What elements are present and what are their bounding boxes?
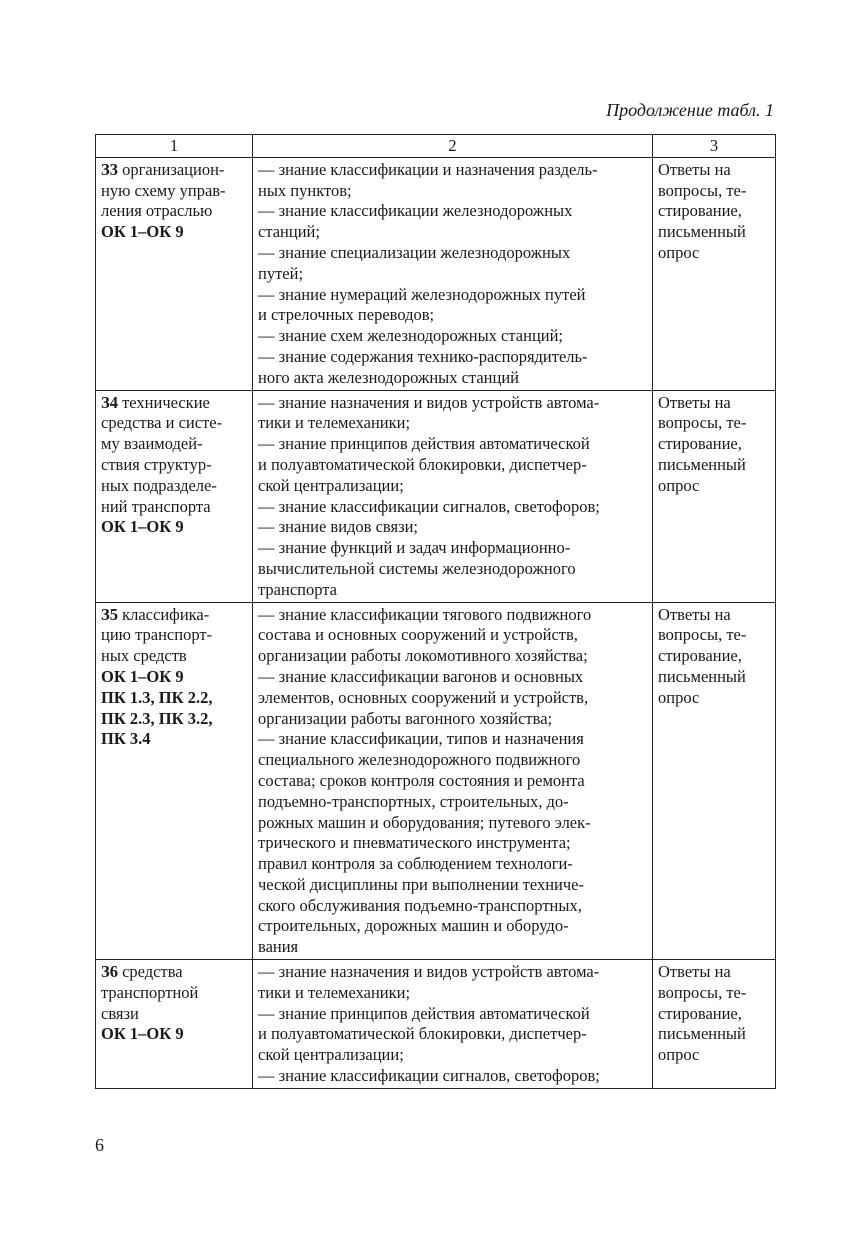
knowledge-line: тики и телемеханики; bbox=[258, 982, 411, 1002]
knowledge-line: специального железнодорожного подвижного bbox=[258, 750, 581, 770]
competency-line bbox=[101, 667, 247, 688]
competency-line bbox=[101, 688, 247, 709]
assessment-line: Ответы на bbox=[658, 392, 731, 412]
competency-code: ПК 2.3, ПК 3.2, bbox=[101, 708, 213, 728]
assessment-line: Ответы на bbox=[658, 962, 731, 982]
knowledge-line: и полуавтоматической блокировки, диспетчер- bbox=[258, 454, 587, 474]
knowledge-line: — знание принципов действия автоматической bbox=[258, 1003, 590, 1023]
header-col-1: 1 bbox=[96, 135, 253, 158]
competency-line bbox=[101, 413, 247, 434]
competency-cell bbox=[96, 157, 253, 390]
competency-line bbox=[101, 605, 247, 626]
competency-code: З3 bbox=[101, 159, 118, 179]
knowledge-line: ского обслуживания подъемно-транспортных, bbox=[258, 895, 582, 915]
competency-code: З6 bbox=[101, 962, 118, 982]
assessment-cell bbox=[653, 157, 776, 390]
competency-line bbox=[101, 517, 247, 538]
competency-line bbox=[101, 729, 247, 750]
knowledge-line: и полуавтоматической блокировки, диспетчер- bbox=[258, 1024, 587, 1044]
knowledge-line: — знание схем железнодорожных станций; bbox=[258, 326, 564, 346]
table-row bbox=[96, 602, 776, 960]
assessment-cell bbox=[653, 960, 776, 1089]
competency-line bbox=[101, 181, 247, 202]
knowledge-line: — знание классификации, типов и назначения bbox=[258, 729, 584, 749]
knowledge-line: — знание назначения и видов устройств автома- bbox=[258, 392, 600, 412]
header-col-2: 2 bbox=[253, 135, 653, 158]
competency-text: ствия структур- bbox=[101, 454, 212, 474]
header-col-3: 3 bbox=[653, 135, 776, 158]
knowledge-line: рожных машин и оборудования; путевого элек- bbox=[258, 812, 591, 832]
knowledge-line: подъемно-транспортных, строительных, до- bbox=[258, 791, 569, 811]
knowledge-line: организации работы локомотивного хозяйства; bbox=[258, 646, 588, 666]
competency-text: средства и систе- bbox=[101, 413, 223, 433]
knowledge-line: — знание нумераций железнодорожных путей bbox=[258, 284, 586, 304]
competency-line bbox=[101, 646, 247, 667]
competency-text: технические bbox=[117, 392, 210, 412]
table-row bbox=[96, 960, 776, 1089]
competency-text: ления отраслью bbox=[101, 201, 213, 221]
competency-text: ний транспорта bbox=[101, 496, 211, 516]
knowledge-line: — знание классификации сигналов, светофоров; bbox=[258, 496, 600, 516]
knowledge-cell bbox=[253, 390, 653, 602]
knowledge-line: ской централизации; bbox=[258, 475, 404, 495]
knowledge-line: — знание классификации сигналов, светофоров; bbox=[258, 1066, 600, 1086]
knowledge-line: — знание функций и задач информационно- bbox=[258, 538, 571, 558]
competency-line bbox=[101, 1024, 247, 1045]
competency-line bbox=[101, 160, 247, 181]
knowledge-cell bbox=[253, 960, 653, 1089]
page-number: 6 bbox=[95, 1135, 104, 1155]
competency-code: ОК 1–ОК 9 bbox=[101, 222, 184, 242]
knowledge-line: — знание классификации тягового подвижного bbox=[258, 604, 592, 624]
competency-code: ОК 1–ОК 9 bbox=[101, 666, 184, 686]
knowledge-line: элементов, основных сооружений и устройств, bbox=[258, 687, 589, 707]
competency-code: З5 bbox=[101, 604, 118, 624]
competency-code: ПК 3.4 bbox=[101, 729, 151, 749]
knowledge-line: ных пунктов; bbox=[258, 180, 352, 200]
knowledge-line: ческой дисциплины при выполнении техниче- bbox=[258, 874, 585, 894]
competency-cell bbox=[96, 602, 253, 960]
assessment-line: опрос bbox=[658, 242, 700, 262]
knowledge-line: ного акта железнодорожных станций bbox=[258, 367, 519, 387]
competency-text: му взаимодей- bbox=[101, 434, 203, 454]
competency-line bbox=[101, 455, 247, 476]
assessment-line: стирование, bbox=[658, 646, 742, 666]
competency-code: ОК 1–ОК 9 bbox=[101, 1024, 184, 1044]
knowledge-line: — знание принципов действия автоматической bbox=[258, 434, 590, 454]
table-row bbox=[96, 390, 776, 602]
competency-line bbox=[101, 476, 247, 497]
assessment-line: опрос bbox=[658, 475, 700, 495]
knowledge-line: строительных, дорожных машин и оборудо- bbox=[258, 916, 569, 936]
assessment-line: письменный bbox=[658, 454, 746, 474]
competency-text: ных подразделе- bbox=[101, 475, 217, 495]
competency-code: З4 bbox=[101, 392, 118, 412]
knowledge-line: тики и телемеханики; bbox=[258, 413, 411, 433]
assessment-line: письменный bbox=[658, 222, 746, 242]
assessment-line: вопросы, те- bbox=[658, 413, 747, 433]
knowledge-line: трического и пневматического инструмента; bbox=[258, 833, 571, 853]
knowledge-line: — знание содержания технико-распорядитель- bbox=[258, 346, 588, 366]
assessment-line: стирование, bbox=[658, 434, 742, 454]
knowledge-line: — знание классификации и назначения раздель- bbox=[258, 159, 598, 179]
knowledge-line: и стрелочных переводов; bbox=[258, 305, 435, 325]
table-caption: Продолжение табл. 1 bbox=[606, 100, 774, 120]
knowledge-line: вычислительной системы железнодорожного bbox=[258, 558, 576, 578]
assessment-line: стирование, bbox=[658, 1003, 742, 1023]
knowledge-line: транспорта bbox=[258, 579, 337, 599]
competency-line bbox=[101, 709, 247, 730]
assessment-line: вопросы, те- bbox=[658, 180, 747, 200]
knowledge-line: — знание специализации железнодорожных bbox=[258, 242, 571, 262]
knowledge-cell bbox=[253, 157, 653, 390]
competency-table bbox=[95, 134, 776, 1089]
competency-text: ную схему управ- bbox=[101, 180, 226, 200]
competency-text: организацион- bbox=[117, 159, 225, 179]
competency-cell bbox=[96, 960, 253, 1089]
knowledge-line: — знание классификации вагонов и основных bbox=[258, 666, 584, 686]
competency-line bbox=[101, 393, 247, 414]
assessment-cell bbox=[653, 390, 776, 602]
assessment-line: опрос bbox=[658, 1045, 700, 1065]
competency-text: связи bbox=[101, 1003, 139, 1023]
competency-line bbox=[101, 1004, 247, 1025]
table-row bbox=[96, 157, 776, 390]
competency-line bbox=[101, 222, 247, 243]
competency-line bbox=[101, 497, 247, 518]
assessment-cell bbox=[653, 602, 776, 960]
knowledge-line: состава; сроков контроля состояния и ремонта bbox=[258, 770, 585, 790]
assessment-line: письменный bbox=[658, 1024, 746, 1044]
assessment-line: вопросы, те- bbox=[658, 982, 747, 1002]
assessment-line: Ответы на bbox=[658, 159, 731, 179]
competency-text: транспортной bbox=[101, 982, 199, 1002]
header-row bbox=[96, 135, 776, 158]
competency-line bbox=[101, 983, 247, 1004]
knowledge-line: — знание классификации железнодорожных bbox=[258, 201, 573, 221]
knowledge-line: — знание видов связи; bbox=[258, 517, 419, 537]
competency-line bbox=[101, 201, 247, 222]
competency-line bbox=[101, 625, 247, 646]
assessment-line: стирование, bbox=[658, 201, 742, 221]
competency-text: классифика- bbox=[117, 604, 210, 624]
competency-code: ОК 1–ОК 9 bbox=[101, 517, 184, 537]
competency-cell bbox=[96, 390, 253, 602]
assessment-line: Ответы на bbox=[658, 604, 731, 624]
assessment-line: вопросы, те- bbox=[658, 625, 747, 645]
knowledge-line: путей; bbox=[258, 263, 304, 283]
knowledge-line: состава и основных сооружений и устройств, bbox=[258, 625, 578, 645]
competency-text: средства bbox=[117, 962, 183, 982]
knowledge-line: организации работы вагонного хозяйства; bbox=[258, 708, 553, 728]
competency-text: цию транспорт- bbox=[101, 625, 213, 645]
knowledge-line: станций; bbox=[258, 222, 320, 242]
competency-code: ПК 1.3, ПК 2.2, bbox=[101, 687, 213, 707]
assessment-line: опрос bbox=[658, 687, 700, 707]
competency-line bbox=[101, 962, 247, 983]
knowledge-line: правил контроля за соблюдением технологи- bbox=[258, 854, 573, 874]
table-body bbox=[96, 157, 776, 1088]
competency-text: ных средств bbox=[101, 646, 187, 666]
assessment-line: письменный bbox=[658, 666, 746, 686]
knowledge-cell bbox=[253, 602, 653, 960]
knowledge-line: — знание назначения и видов устройств автома- bbox=[258, 962, 600, 982]
knowledge-line: вания bbox=[258, 937, 299, 957]
competency-line bbox=[101, 434, 247, 455]
knowledge-line: ской централизации; bbox=[258, 1045, 404, 1065]
